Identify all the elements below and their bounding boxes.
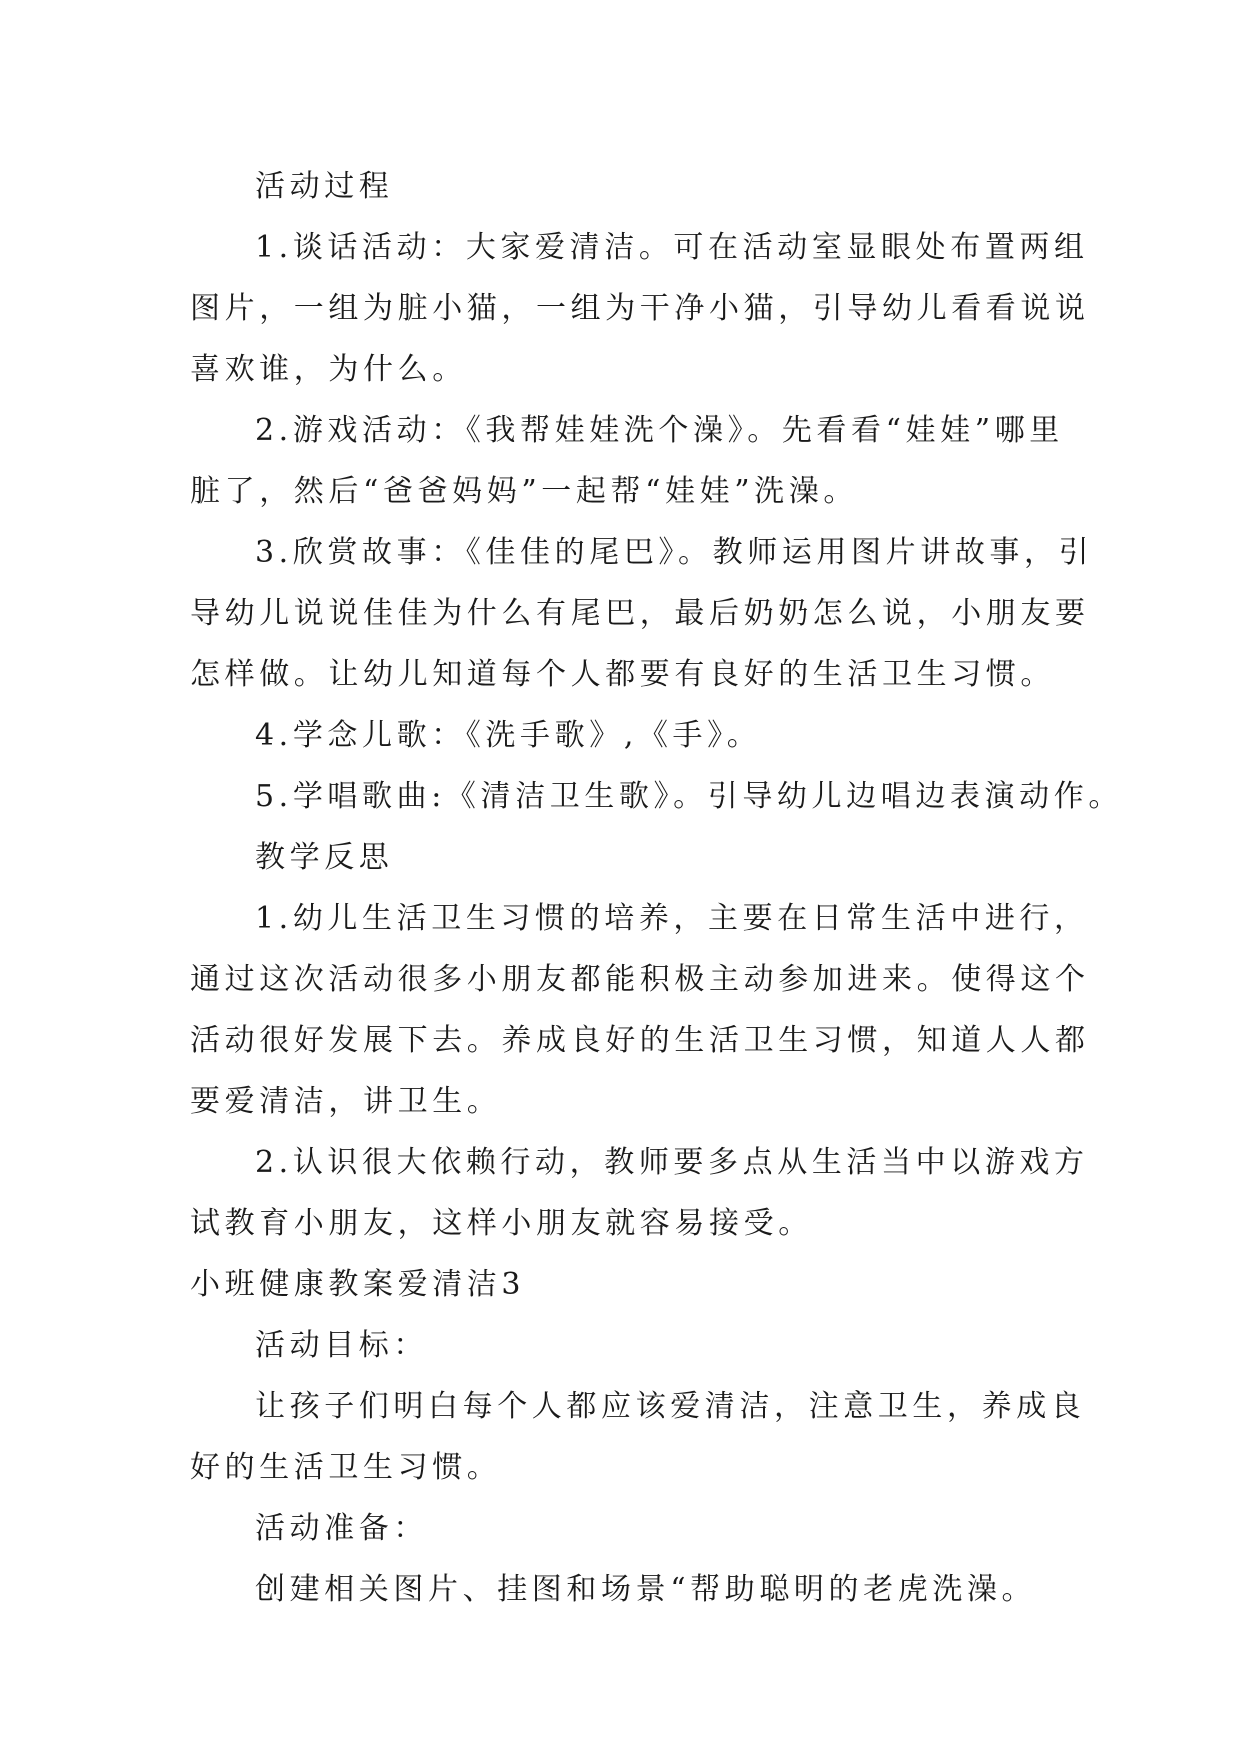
paragraph-line: 5.学唱歌曲:《清洁卫生歌》。引导幼儿边唱边表演动作。 xyxy=(255,779,1123,814)
paragraph-line: 脏了，然后“爸爸妈妈”一起帮“娃娃”洗澡。 xyxy=(190,474,858,509)
paragraph-line: 创建相关图片、挂图和场景“帮助聪明的老虎洗澡。 xyxy=(255,1572,1037,1607)
paragraph-line: 4.学念儿歌：《洗手歌》,《手》。 xyxy=(255,718,762,753)
paragraph-line: 要爱清洁，讲卫生。 xyxy=(190,1084,502,1119)
section-heading-activity-preparation: 活动准备： xyxy=(255,1511,428,1546)
paragraph-line: 2.游戏活动：《我帮娃娃洗个澡》。先看看“娃娃”哪里 xyxy=(255,413,1064,448)
paragraph-line: 让孩子们明白每个人都应该爱清洁，注意卫生，养成良 xyxy=(255,1389,1086,1424)
section-heading-teaching-reflection: 教学反思 xyxy=(255,840,394,875)
section-heading-activity-goals: 活动目标： xyxy=(255,1328,428,1363)
paragraph-line: 活动很好发展下去。养成良好的生活卫生习惯，知道人人都 xyxy=(190,1023,1090,1058)
paragraph-line: 图片，一组为脏小猫，一组为干净小猫，引导幼儿看看说说 xyxy=(190,291,1090,326)
section-heading-activity-process: 活动过程 xyxy=(255,169,394,204)
paragraph-line: 通过这次活动很多小朋友都能积极主动参加进来。使得这个 xyxy=(190,962,1090,997)
paragraph-line: 好的生活卫生习惯。 xyxy=(190,1450,502,1485)
paragraph-line: 怎样做。让幼儿知道每个人都要有良好的生活卫生习惯。 xyxy=(190,657,1055,692)
document-page xyxy=(190,156,1123,1620)
paragraph-line: 2.认识很大依赖行动，教师要多点从生活当中以游戏方 xyxy=(255,1145,1089,1180)
paragraph-line: 导幼儿说说佳佳为什么有尾巴，最后奶奶怎么说，小朋友要 xyxy=(190,596,1090,631)
paragraph-line: 试教育小朋友，这样小朋友就容易接受。 xyxy=(190,1206,813,1241)
paragraph-line: 3.欣赏故事：《佳佳的尾巴》。教师运用图片讲故事，引 xyxy=(255,535,1094,570)
paragraph-line: 喜欢谁，为什么。 xyxy=(190,352,467,387)
paragraph-line: 1.谈话活动：大家爱清洁。可在活动室显眼处布置两组 xyxy=(255,230,1089,265)
lesson-plan-title: 小班健康教案爱清洁3 xyxy=(190,1267,526,1302)
paragraph-line: 1.幼儿生活卫生习惯的培养，主要在日常生活中进行， xyxy=(255,901,1089,936)
